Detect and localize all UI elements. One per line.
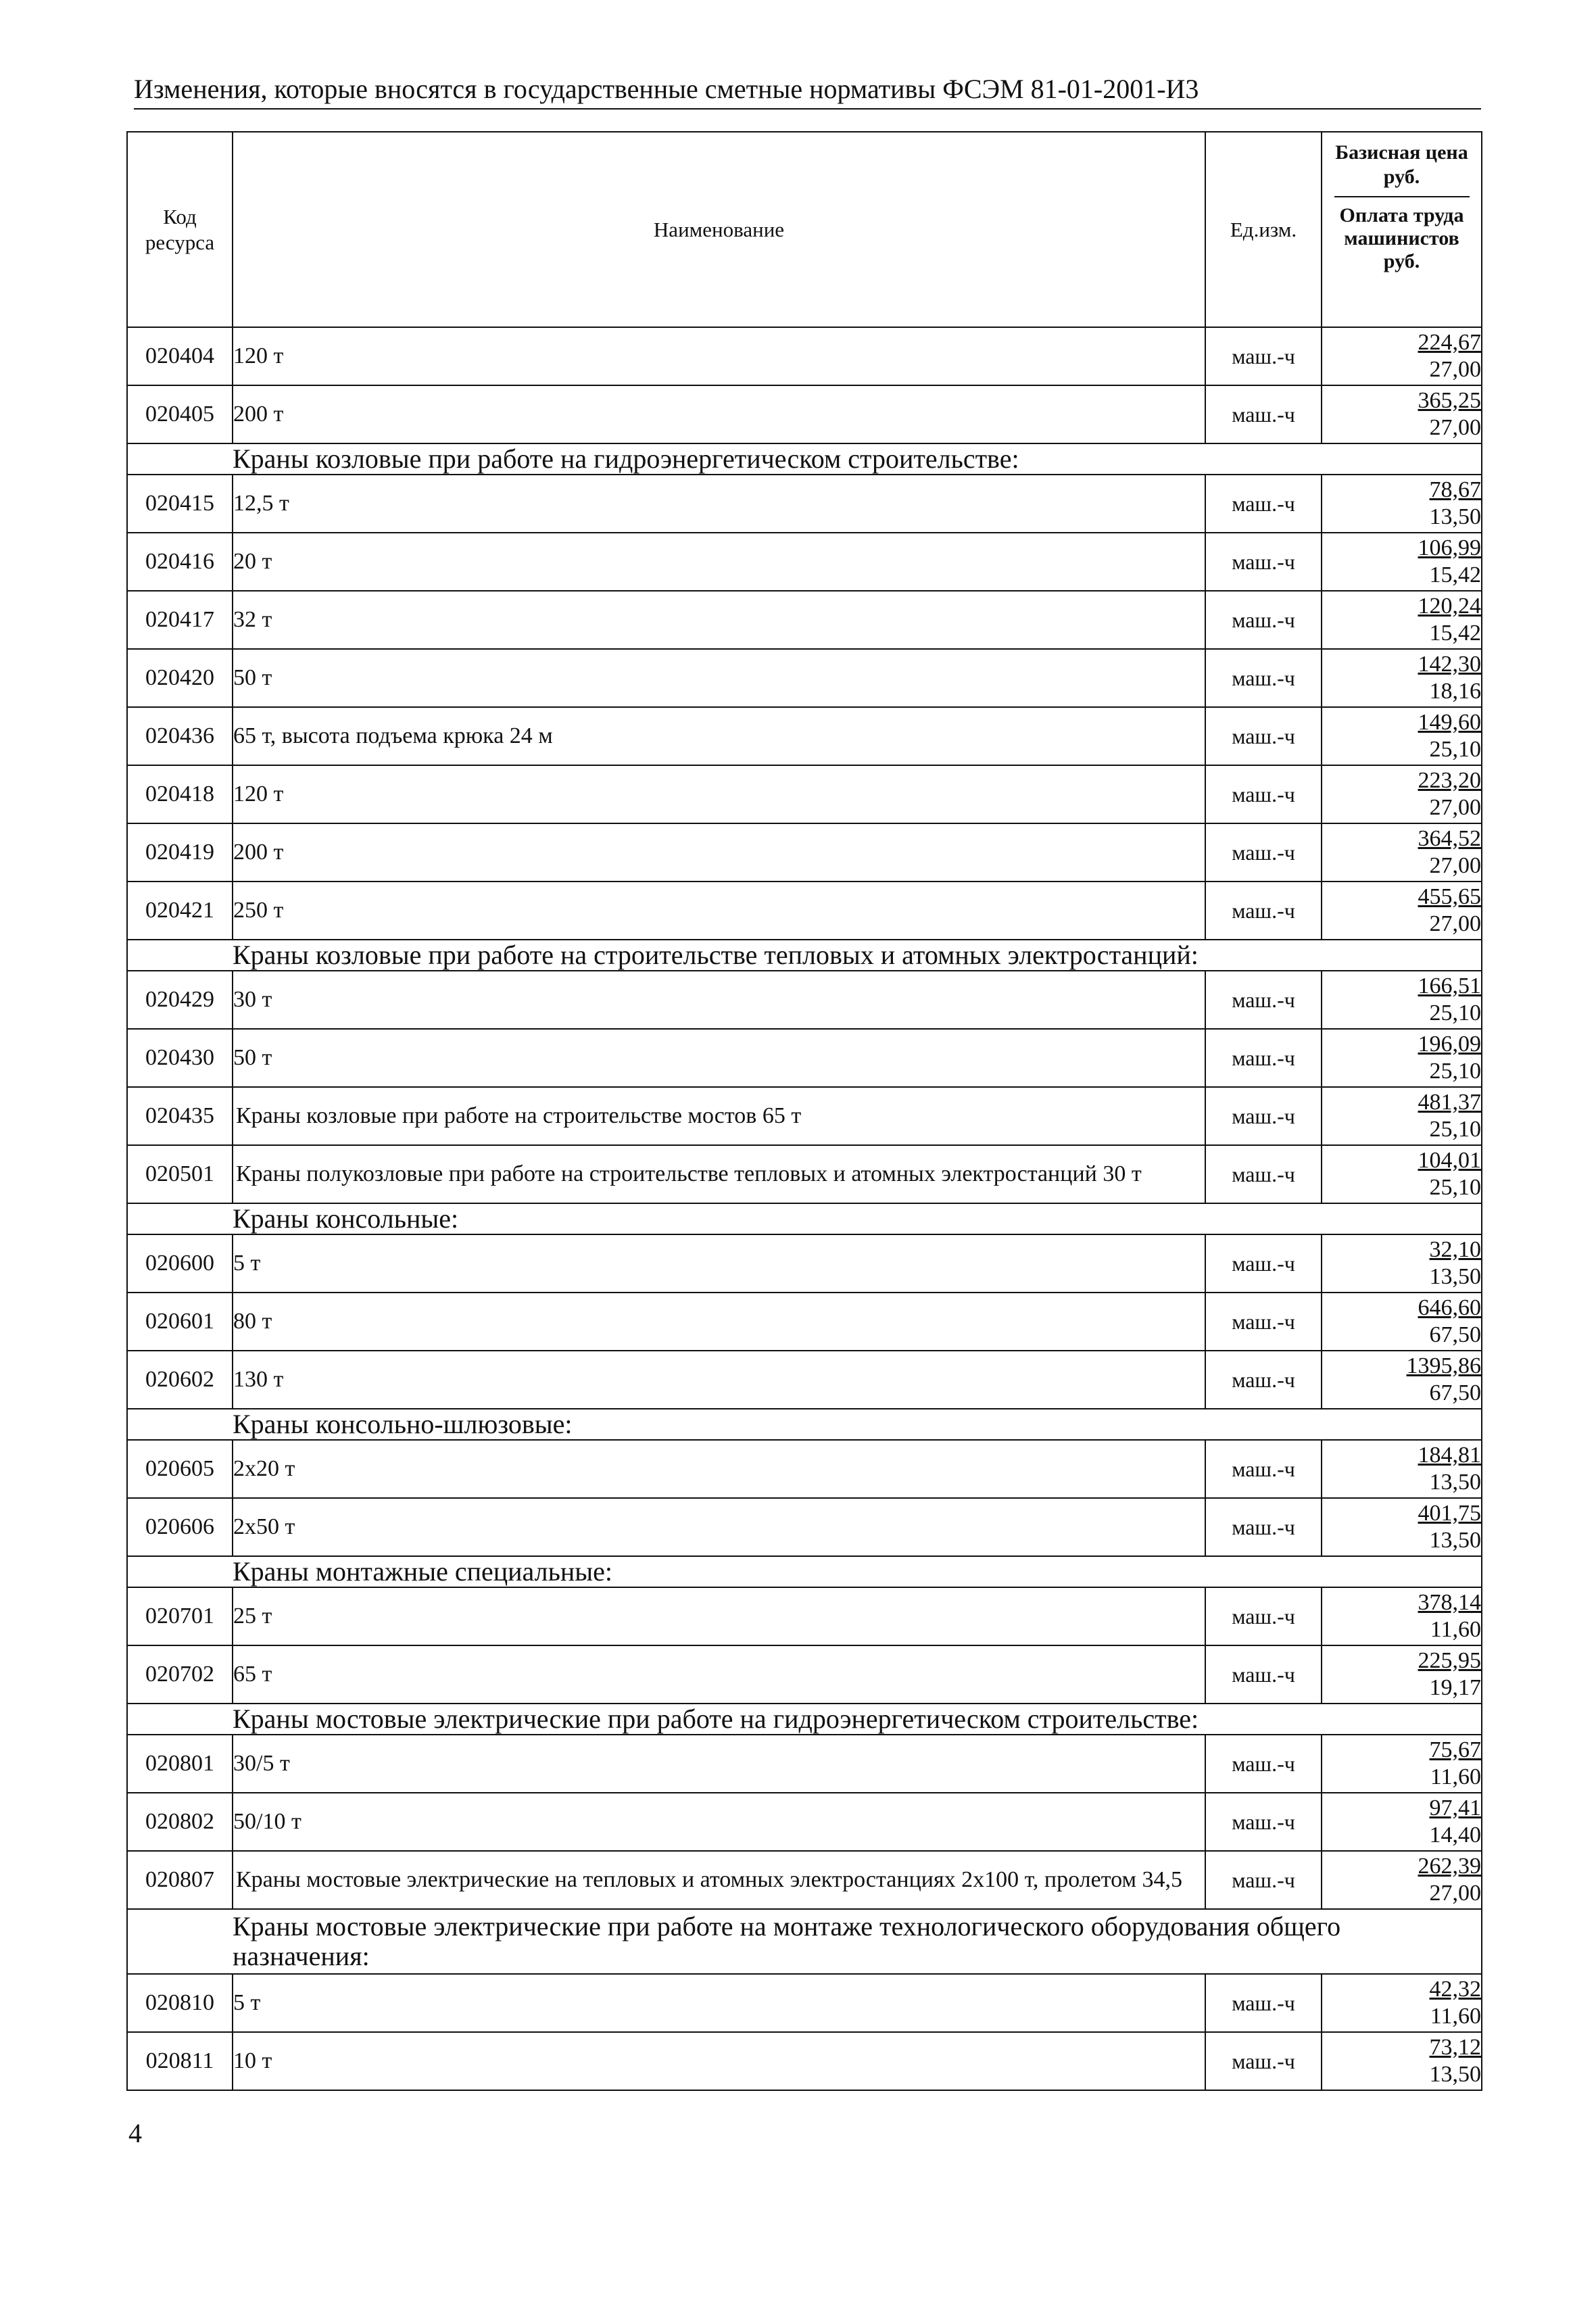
section-title: Краны мостовые электрические при работе на гидроэнергетическом строительстве:: [233, 1704, 1482, 1735]
resource-code: 020416: [127, 533, 233, 591]
operator-wage: 25,10: [1429, 1000, 1481, 1026]
resource-price-cell: [1322, 649, 1482, 707]
section-title: Краны мостовые электрические при работе на монтаже технологического оборудования общего назначения:: [233, 1909, 1482, 1974]
resource-name: 10 т: [233, 2032, 1205, 2090]
resource-price-cell: [1322, 1145, 1482, 1203]
resource-unit: маш.-ч: [1205, 882, 1322, 940]
base-price: 149,60: [1418, 710, 1481, 735]
resource-price-cell: [1322, 971, 1482, 1029]
table-row: [127, 327, 1482, 385]
resource-price-cell: [1322, 385, 1482, 443]
operator-wage: 13,50: [1429, 1528, 1481, 1553]
base-price: 646,60: [1418, 1295, 1481, 1320]
base-price: 455,65: [1418, 884, 1481, 909]
header-price-wage: Оплата труда машинистов руб.: [1339, 204, 1464, 272]
table-row: [127, 1587, 1482, 1645]
section-code-blank: [127, 1556, 233, 1587]
table-row: [127, 1145, 1482, 1203]
resource-name: 120 т: [233, 765, 1205, 823]
resource-name: 25 т: [233, 1587, 1205, 1645]
table-row: [127, 1440, 1482, 1498]
resource-unit: маш.-ч: [1205, 533, 1322, 591]
resource-unit: маш.-ч: [1205, 1145, 1322, 1203]
resource-unit: маш.-ч: [1205, 1793, 1322, 1851]
section-row: [127, 1704, 1482, 1735]
resource-code: 020606: [127, 1498, 233, 1556]
resource-name: 250 т: [233, 882, 1205, 940]
section-code-blank: [127, 940, 233, 971]
resource-unit: маш.-ч: [1205, 649, 1322, 707]
base-price: 401,75: [1418, 1501, 1481, 1526]
table-row: [127, 1974, 1482, 2032]
base-price: 223,20: [1418, 768, 1481, 793]
resource-price-cell: [1322, 1234, 1482, 1293]
resource-unit: маш.-ч: [1205, 1645, 1322, 1704]
resource-code: 020601: [127, 1293, 233, 1351]
section-row: [127, 1203, 1482, 1234]
resource-unit: маш.-ч: [1205, 385, 1322, 443]
resource-price-cell: [1322, 707, 1482, 765]
base-price: 78,67: [1429, 477, 1481, 502]
resource-code: 020429: [127, 971, 233, 1029]
table-row: [127, 765, 1482, 823]
section-row: [127, 1909, 1482, 1974]
resource-price-cell: [1322, 327, 1482, 385]
base-price: 262,39: [1418, 1854, 1481, 1879]
resource-name: 12,5 т: [233, 475, 1205, 533]
base-price: 42,32: [1429, 1977, 1481, 2002]
section-row: [127, 940, 1482, 971]
base-price: 224,67: [1418, 330, 1481, 355]
table-row: [127, 882, 1482, 940]
resource-code: 020600: [127, 1234, 233, 1293]
resource-name: 2х50 т: [233, 1498, 1205, 1556]
resource-code: 020501: [127, 1145, 233, 1203]
resource-name: 20 т: [233, 533, 1205, 591]
resource-name: 65 т, высота подъема крюка 24 м: [233, 707, 1205, 765]
base-price: 1395,86: [1406, 1353, 1481, 1378]
table-header-row: [127, 132, 1482, 327]
operator-wage: 15,42: [1429, 562, 1481, 587]
table-row: [127, 1851, 1482, 1909]
resource-code: 020436: [127, 707, 233, 765]
table-row: [127, 971, 1482, 1029]
resource-unit: маш.-ч: [1205, 1029, 1322, 1087]
operator-wage: 11,60: [1430, 1617, 1481, 1642]
table-row: [127, 1234, 1482, 1293]
resource-name: 50 т: [233, 649, 1205, 707]
header-price-base: Базисная цена руб.: [1335, 141, 1468, 188]
table-row: [127, 1029, 1482, 1087]
operator-wage: 19,17: [1429, 1675, 1481, 1700]
resource-code: 020801: [127, 1735, 233, 1793]
resource-name: Краны мостовые электрические на тепловых и атомных электростанциях 2х100 т, пролетом 34,5: [233, 1851, 1205, 1909]
resource-price-cell: [1322, 591, 1482, 649]
operator-wage: 13,50: [1429, 2062, 1481, 2087]
resource-code: 020435: [127, 1087, 233, 1145]
resource-name: 30/5 т: [233, 1735, 1205, 1793]
operator-wage: 27,00: [1429, 911, 1481, 936]
resource-code: 020802: [127, 1793, 233, 1851]
header-name: Наименование: [233, 132, 1205, 327]
operator-wage: 25,10: [1429, 737, 1481, 762]
operator-wage: 25,10: [1429, 1175, 1481, 1200]
table-row: [127, 533, 1482, 591]
operator-wage: 27,00: [1429, 357, 1481, 382]
resource-price-cell: [1322, 533, 1482, 591]
resource-name: 5 т: [233, 1234, 1205, 1293]
resource-price-cell: [1322, 1029, 1482, 1087]
base-price: 184,81: [1418, 1443, 1481, 1468]
resource-price-cell: [1322, 1974, 1482, 2032]
section-title: Краны козловые при работе на строительстве тепловых и атомных электростанций:: [233, 940, 1482, 971]
resource-unit: маш.-ч: [1205, 2032, 1322, 2090]
table-row: [127, 1793, 1482, 1851]
base-price: 73,12: [1429, 2035, 1481, 2060]
section-row: [127, 1409, 1482, 1440]
resource-price-cell: [1322, 2032, 1482, 2090]
resource-unit: маш.-ч: [1205, 1498, 1322, 1556]
resource-name: 200 т: [233, 823, 1205, 882]
resource-name: 200 т: [233, 385, 1205, 443]
resource-unit: маш.-ч: [1205, 1587, 1322, 1645]
table-row: [127, 2032, 1482, 2090]
resource-price-cell: [1322, 1351, 1482, 1409]
table-row: [127, 385, 1482, 443]
section-row: [127, 1556, 1482, 1587]
operator-wage: 18,16: [1429, 679, 1481, 704]
operator-wage: 67,50: [1429, 1380, 1481, 1405]
table-row: [127, 1645, 1482, 1704]
resource-unit: маш.-ч: [1205, 1087, 1322, 1145]
table-body: [127, 327, 1482, 2090]
resource-price-cell: [1322, 1087, 1482, 1145]
resource-price-cell: [1322, 1645, 1482, 1704]
section-code-blank: [127, 1203, 233, 1234]
base-price: 166,51: [1418, 973, 1481, 998]
resource-code: 020702: [127, 1645, 233, 1704]
resource-price-cell: [1322, 1587, 1482, 1645]
operator-wage: 67,50: [1429, 1322, 1481, 1347]
base-price: 365,25: [1418, 388, 1481, 413]
resource-unit: маш.-ч: [1205, 765, 1322, 823]
base-price: 364,52: [1418, 826, 1481, 851]
resource-code: 020605: [127, 1440, 233, 1498]
resource-price-cell: [1322, 1851, 1482, 1909]
table-row: [127, 707, 1482, 765]
operator-wage: 14,40: [1429, 1823, 1481, 1848]
section-code-blank: [127, 1409, 233, 1440]
resource-unit: маш.-ч: [1205, 707, 1322, 765]
header-price: [1322, 132, 1482, 327]
table-row: [127, 649, 1482, 707]
resource-name: Краны козловые при работе на строительстве мостов 65 т: [233, 1087, 1205, 1145]
resource-unit: маш.-ч: [1205, 1440, 1322, 1498]
base-price: 104,01: [1418, 1148, 1481, 1173]
operator-wage: 27,00: [1429, 853, 1481, 878]
table-row: [127, 1735, 1482, 1793]
resource-code: 020807: [127, 1851, 233, 1909]
operator-wage: 13,50: [1429, 1470, 1481, 1495]
table-row: [127, 475, 1482, 533]
resource-code: 020421: [127, 882, 233, 940]
base-price: 196,09: [1418, 1032, 1481, 1057]
resource-name: 32 т: [233, 591, 1205, 649]
base-price: 142,30: [1418, 652, 1481, 677]
resource-code: 020404: [127, 327, 233, 385]
base-price: 32,10: [1429, 1237, 1481, 1262]
table-row: [127, 823, 1482, 882]
resource-code: 020701: [127, 1587, 233, 1645]
resource-price-cell: [1322, 823, 1482, 882]
resource-code: 020420: [127, 649, 233, 707]
operator-wage: 25,10: [1429, 1059, 1481, 1084]
resource-name: 30 т: [233, 971, 1205, 1029]
resource-code: 020418: [127, 765, 233, 823]
resource-unit: маш.-ч: [1205, 327, 1322, 385]
section-title: Краны консольно-шлюзовые:: [233, 1409, 1482, 1440]
resource-unit: маш.-ч: [1205, 1351, 1322, 1409]
resource-code: 020810: [127, 1974, 233, 2032]
resource-code: 020602: [127, 1351, 233, 1409]
resource-price-cell: [1322, 882, 1482, 940]
header-unit: Ед.изм.: [1205, 132, 1322, 327]
table-row: [127, 1293, 1482, 1351]
resource-name: 80 т: [233, 1293, 1205, 1351]
section-title: Краны монтажные специальные:: [233, 1556, 1482, 1587]
section-code-blank: [127, 1909, 233, 1974]
base-price: 106,99: [1418, 535, 1481, 560]
operator-wage: 13,50: [1429, 1264, 1481, 1289]
base-price: 225,95: [1418, 1648, 1481, 1673]
operator-wage: 15,42: [1429, 621, 1481, 646]
resource-name: 65 т: [233, 1645, 1205, 1704]
resource-unit: маш.-ч: [1205, 1851, 1322, 1909]
resource-price-cell: [1322, 1498, 1482, 1556]
table-row: [127, 1498, 1482, 1556]
base-price: 97,41: [1429, 1795, 1481, 1820]
resource-unit: маш.-ч: [1205, 591, 1322, 649]
resource-name: 5 т: [233, 1974, 1205, 2032]
base-price: 378,14: [1418, 1590, 1481, 1615]
resource-unit: маш.-ч: [1205, 1234, 1322, 1293]
table-row: [127, 591, 1482, 649]
resource-name: 50 т: [233, 1029, 1205, 1087]
resource-name: 130 т: [233, 1351, 1205, 1409]
resource-code: 020430: [127, 1029, 233, 1087]
resource-price-cell: [1322, 1440, 1482, 1498]
operator-wage: 11,60: [1430, 2004, 1481, 2029]
resource-unit: маш.-ч: [1205, 823, 1322, 882]
resource-price-cell: [1322, 765, 1482, 823]
resource-unit: маш.-ч: [1205, 971, 1322, 1029]
operator-wage: 25,10: [1429, 1117, 1481, 1142]
section-title: Краны консольные:: [233, 1203, 1482, 1234]
page-header: Изменения, которые вносятся в государственные сметные нормативы ФСЭМ 81-01-2001-И3: [134, 73, 1481, 110]
operator-wage: 13,50: [1429, 504, 1481, 529]
resource-name: 2х20 т: [233, 1440, 1205, 1498]
table-row: [127, 1087, 1482, 1145]
resource-name: 120 т: [233, 327, 1205, 385]
operator-wage: 11,60: [1430, 1764, 1481, 1789]
resource-code: 020419: [127, 823, 233, 882]
operator-wage: 27,00: [1429, 415, 1481, 440]
resource-price-cell: [1322, 1793, 1482, 1851]
resource-code: 020811: [127, 2032, 233, 2090]
section-code-blank: [127, 443, 233, 475]
resource-price-cell: [1322, 475, 1482, 533]
header-code: Код ресурса: [127, 132, 233, 327]
resource-unit: маш.-ч: [1205, 475, 1322, 533]
operator-wage: 27,00: [1429, 1881, 1481, 1906]
resource-code: 020405: [127, 385, 233, 443]
resource-price-cell: [1322, 1735, 1482, 1793]
section-row: [127, 443, 1482, 475]
base-price: 120,24: [1418, 594, 1481, 619]
section-code-blank: [127, 1704, 233, 1735]
resource-table: [126, 131, 1482, 2091]
resource-unit: маш.-ч: [1205, 1293, 1322, 1351]
section-title: Краны козловые при работе на гидроэнергетическом строительстве:: [233, 443, 1482, 475]
resource-code: 020417: [127, 591, 233, 649]
resource-unit: маш.-ч: [1205, 1735, 1322, 1793]
resource-name: Краны полукозловые при работе на строительстве тепловых и атомных электростанций 30 т: [233, 1145, 1205, 1203]
base-price: 75,67: [1429, 1737, 1481, 1762]
resource-unit: маш.-ч: [1205, 1974, 1322, 2032]
resource-code: 020415: [127, 475, 233, 533]
resource-price-cell: [1322, 1293, 1482, 1351]
resource-name: 50/10 т: [233, 1793, 1205, 1851]
base-price: 481,37: [1418, 1090, 1481, 1115]
operator-wage: 27,00: [1429, 795, 1481, 820]
table-row: [127, 1351, 1482, 1409]
page-number: 4: [128, 2118, 142, 2148]
